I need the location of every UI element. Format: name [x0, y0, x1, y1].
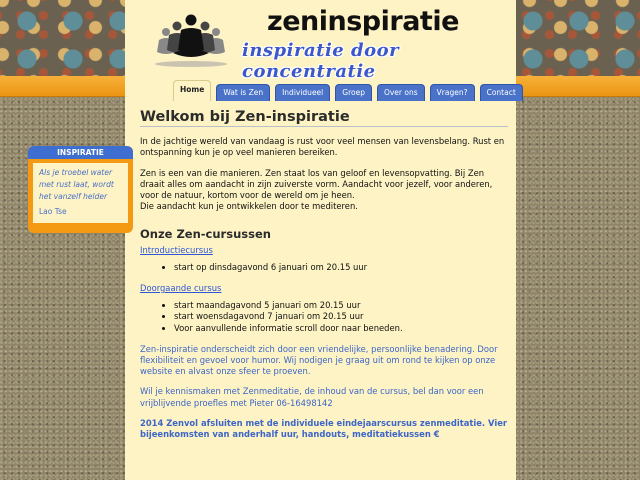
announcement-paragraph: 2014 Zenvol afsluiten met de individuele eindejaarscursus zenmeditatie. Vier bijeenkomsten van anderhalf uur, handouts, meditatiekussen € — [140, 417, 508, 440]
list-item: • start woensdagavond 7 januari om 20.15 uur — [174, 311, 508, 322]
contact-paragraph: Wil je kennismaken met Zenmeditatie, de inhoud van de cursus, bel dan voor een vrijblijvende proefles met Pieter 06-16498142 — [140, 386, 484, 408]
site-title: zeninspiratie — [267, 6, 459, 37]
main-nav — [173, 80, 523, 98]
tab-individueel[interactable]: Individueel — [275, 84, 330, 101]
intro-paragraph-2 — [140, 168, 508, 213]
list-item: • Voor aanvullende informatie scroll door naar beneden. — [174, 323, 508, 334]
introductiecursus-list — [174, 262, 508, 273]
about-paragraph: Zen-inspiratie onderscheidt zich door een vriendelijke, persoonlijke benadering. Door flexibiliteit en gevoel voor humor. Wij nodigen je graag uit om rond te kijken op onze website en alvast onze sfeer te proeven. — [140, 343, 498, 377]
list-item: • start op dinsdagavond 6 januari om 20.15 uur — [174, 262, 508, 273]
tab-home[interactable]: Home — [173, 80, 211, 101]
inspiratie-quote: Als je troebel water met rust laat, wordt het vanzelf helder — [39, 168, 114, 201]
doorgaande-cursus-list — [174, 300, 508, 334]
list-item: • start maandagavond 5 januari om 20.15 uur — [174, 300, 508, 311]
tab-vragen[interactable]: Vragen? — [430, 84, 475, 101]
meditation-logo-icon — [153, 6, 229, 68]
inspiratie-heading: INSPIRATIE — [28, 146, 133, 159]
doorgaande-cursus-link[interactable]: Doorgaande cursus — [140, 283, 222, 294]
intro-text-2: Zen is een van die manieren. Zen staat los van geloof en levensopvatting. Bij Zen draait alles om aandacht in zijn zuiverste vorm. Aandacht voor jezelf, voor anderen, voor de natuur, kortom voor de wereld om je heen. — [140, 167, 493, 201]
inspiratie-box — [28, 146, 133, 233]
courses-heading: Onze Zen-cursussen — [140, 227, 271, 242]
introductiecursus-link[interactable]: Introductiecursus — [140, 244, 213, 255]
page-title: Welkom bij Zen-inspiratie — [140, 112, 508, 127]
main-content — [140, 109, 508, 449]
tab-groep[interactable]: Groep — [335, 84, 372, 101]
intro-text-3: Die aandacht kun je ontwikkelen door te mediteren. — [140, 201, 358, 212]
intro-paragraph-1: In de jachtige wereld van vandaag is rust voor veel mensen van levensbelang. Rust en ontspanning kun je op veel manieren bereiken. — [140, 136, 505, 158]
tab-contact[interactable]: Contact — [480, 84, 523, 101]
tab-over-ons[interactable]: Over ons — [377, 84, 425, 101]
site-tagline: inspiratie door concentratie — [242, 40, 400, 82]
tab-wat-is-zen[interactable]: Wat is Zen — [216, 84, 270, 101]
site-header — [125, 0, 516, 82]
inspiratie-body — [33, 163, 128, 223]
inspiratie-author: Lao Tse — [39, 207, 67, 216]
